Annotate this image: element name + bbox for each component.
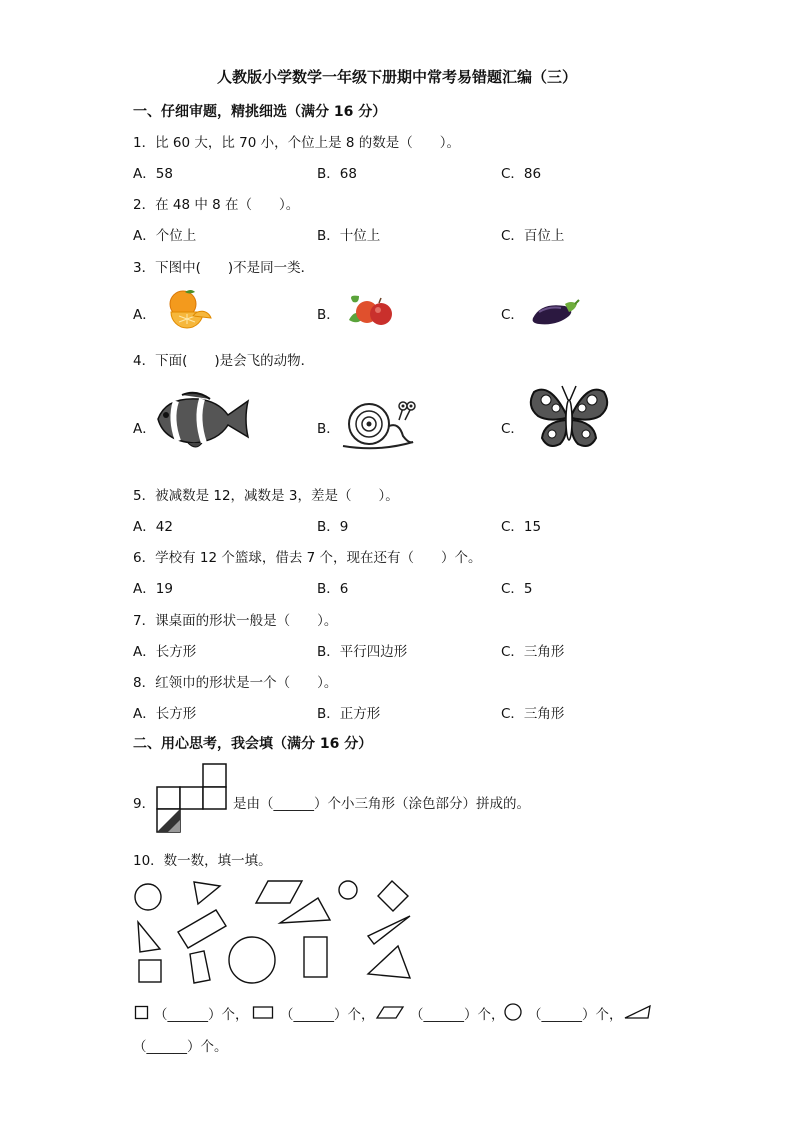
question-7-stem: 7．课桌面的形状一般是（ ）。 bbox=[133, 613, 338, 629]
apple-icon bbox=[345, 290, 395, 330]
question-1-stem: 1．比 60 大，比 70 小，个位上是 8 的数是（ ）。 bbox=[133, 135, 461, 151]
question-2-option-b[interactable]: B．十位上 bbox=[317, 228, 381, 244]
question-8-option-a[interactable]: A．长方形 bbox=[133, 706, 197, 722]
question-8-option-c[interactable]: C．三角形 bbox=[501, 706, 565, 722]
question-8-stem: 8．红领巾的形状是一个（ ）。 bbox=[133, 675, 338, 691]
circle-icon bbox=[504, 1003, 524, 1021]
fish-icon bbox=[152, 389, 252, 451]
question-3-option-a[interactable]: A． bbox=[133, 307, 156, 323]
question-7-option-b[interactable]: B．平行四边形 bbox=[317, 644, 408, 660]
question-4-option-c[interactable]: C． bbox=[501, 421, 524, 437]
question-1-option-b[interactable]: B．68 bbox=[317, 166, 357, 182]
question-5-stem: 5．被减数是 12，减数是 3，差是（ ）。 bbox=[133, 488, 399, 504]
question-2-stem: 2．在 48 中 8 在（ ）。 bbox=[133, 197, 300, 213]
question-2-option-a[interactable]: A．个位上 bbox=[133, 228, 197, 244]
section-1-heading: 一、仔细审题，精挑细选（满分 16 分） bbox=[133, 104, 387, 120]
question-4-stem: 4．下面( )是会飞的动物． bbox=[133, 353, 315, 369]
question-5-option-c[interactable]: C．15 bbox=[501, 519, 542, 535]
parallelogram-count-blank[interactable]: （______）个， bbox=[410, 1007, 505, 1023]
question-3-option-c[interactable]: C． bbox=[501, 307, 524, 323]
triangle-count-blank[interactable]: （______）个。 bbox=[133, 1039, 228, 1055]
shapes-figure bbox=[130, 874, 420, 990]
eggplant-icon bbox=[531, 296, 581, 328]
question-2-option-c[interactable]: C．百位上 bbox=[501, 228, 565, 244]
question-7-option-a[interactable]: A．长方形 bbox=[133, 644, 197, 660]
question-3-option-b[interactable]: B． bbox=[317, 307, 340, 323]
question-5-option-a[interactable]: A．42 bbox=[133, 519, 173, 535]
snail-icon bbox=[339, 396, 423, 454]
orange-icon bbox=[163, 288, 215, 328]
square-icon bbox=[134, 1004, 150, 1020]
question-8-option-b[interactable]: B．正方形 bbox=[317, 706, 381, 722]
question-10-stem: 10．数一数，填一填。 bbox=[133, 853, 272, 869]
grid-figure bbox=[156, 764, 228, 834]
question-6-stem: 6．学校有 12 个篮球，借去 7 个，现在还有（ ）个。 bbox=[133, 550, 482, 566]
question-1-option-a[interactable]: A．58 bbox=[133, 166, 173, 182]
page-title: 人教版小学数学一年级下册期中常考易错题汇编（三） bbox=[216, 68, 577, 86]
rectangle-icon bbox=[252, 1004, 276, 1020]
question-6-option-c[interactable]: C．5 bbox=[501, 581, 533, 597]
question-1-option-c[interactable]: C．86 bbox=[501, 166, 542, 182]
square-count-blank[interactable]: （______）个， bbox=[154, 1007, 249, 1023]
section-2-heading: 二、用心思考，我会填（满分 16 分） bbox=[133, 736, 373, 752]
question-6-option-b[interactable]: B．6 bbox=[317, 581, 349, 597]
question-6-option-a[interactable]: A．19 bbox=[133, 581, 173, 597]
question-3-stem: 3．下图中( )不是同一类． bbox=[133, 260, 315, 276]
question-5-option-b[interactable]: B．9 bbox=[317, 519, 349, 535]
question-9-text: 是由（______）个小三角形（涂色部分）拼成的。 bbox=[233, 796, 530, 812]
triangle-icon bbox=[624, 1004, 652, 1020]
circle-count-blank[interactable]: （______）个， bbox=[528, 1007, 623, 1023]
question-4-option-b[interactable]: B． bbox=[317, 421, 340, 437]
rectangle-count-blank[interactable]: （______）个， bbox=[280, 1007, 375, 1023]
parallelogram-icon bbox=[376, 1004, 406, 1020]
question-9-number: 9． bbox=[133, 796, 156, 812]
question-4-option-a[interactable]: A． bbox=[133, 421, 156, 437]
question-7-option-c[interactable]: C．三角形 bbox=[501, 644, 565, 660]
butterfly-icon bbox=[528, 384, 610, 454]
